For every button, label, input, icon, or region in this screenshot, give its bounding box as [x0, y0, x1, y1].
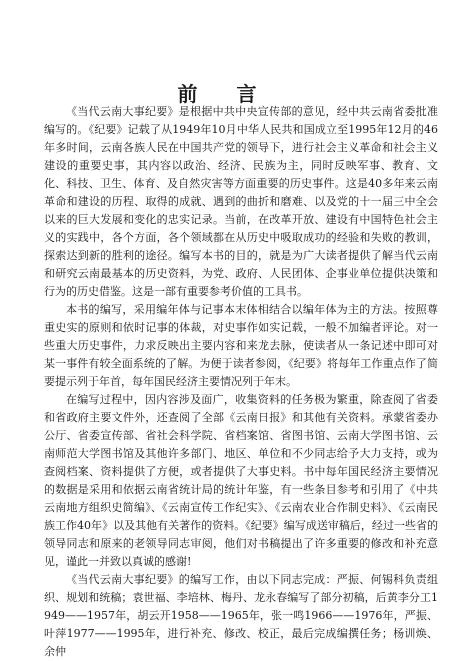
paragraph-method: 本书的编写，采用编年体与记事本末体相结合以编年体为主的方法。按照尊重史实的原则和依时记事的体裁，对史事作如实记载，一般不加编者评论。对一些重大历史事件，力求反映出主要内容和来龙去脉，使读者从一条记述中即可对某一事件有较全面系统的了解。为便于读者参阅，《纪要》将每年工作重点作了简要提示列于年首，每年国民经济主要情况列于年末。	[44, 303, 438, 388]
body-text	[44, 103, 438, 661]
paragraph-intro: 《当代云南大事纪要》是根据中共中央宣传部的意见，经中共云南省委批准编写的。《纪要》记载了从1949年10月中华人民共和国成立至1995年12月的46年多时间，云南各族人民在中国共产党的领导下，进行社会主义革命和社会主义建设的重要史事，其内容以政治、经济、民族为主，同时反映军事、教育、文化、科技、卫生、体育、及自然灾害等方面重要的历史事件。这是40多年来云南革命和建设的历程、取得的成就、遇到的曲折和磨难、以及党的十一届三中全会以来的巨大发展和变化的忠实记录。当前，在改革开放、建设有中国特色社会主义的实践中，各个方面，各个领域都在从历史中吸取成功的经验和失败的教训，探索达到新的胜利的途径。编写本书的目的，就是为广大读者提供了解当代云南和研究云南最基本的历史资料，为党、政府、人民团体、企事业单位提供决策和行为的历史借鉴。这是一部有重要参考价值的工具书。	[44, 105, 438, 298]
paragraph-authors: 《当代云南大事纪要》的编写工作，由以下同志完成：严振、何锡科负责组织、规划和统稿；袁世福、李培林、梅丹、龙永春编写了部分初稿，后黄李分工1949——1957年，胡云开1958——1965年，张一鸣1966——1976年，严振、叶萍1977——1995年，进行补充、修改、校正，最后完成编撰任务；杨训焕、余仲	[44, 573, 438, 658]
page-title: 前 言	[177, 82, 273, 106]
paragraph-acknowledgements: 在编写过程中，因内容涉及面广，收集资料的任务极为繁重，除查阅了省委和省政府主要文件外，还查阅了全部《云南日报》和其他有关资料。承蒙省委办公厅、省委宣传部、省社会科学院、省档案馆、省图书馆、云南大学图书馆、云南师范大学图书馆及其他许多部门、地区、单位和不少同志给予大力支持，或为查阅档案、资料提供了方便，或者提供了大事史料。书中每年国民经济主要情况的数据是采用和依据云南省统计局的统计年鉴，有一些条目参考和引用了《中共云南地方组织史简编》、《云南宣传工作纪实》、《云南农业合作制史料》、《云南民族工作40年》以及其他有关著作的资料。《纪要》编写成送审稿后，经过一些省的领导同志和原来的老领导同志审阅，他们对书稿提出了许多重要的修改和补充意见，谨此一并致以真诚的感谢!	[44, 393, 438, 568]
